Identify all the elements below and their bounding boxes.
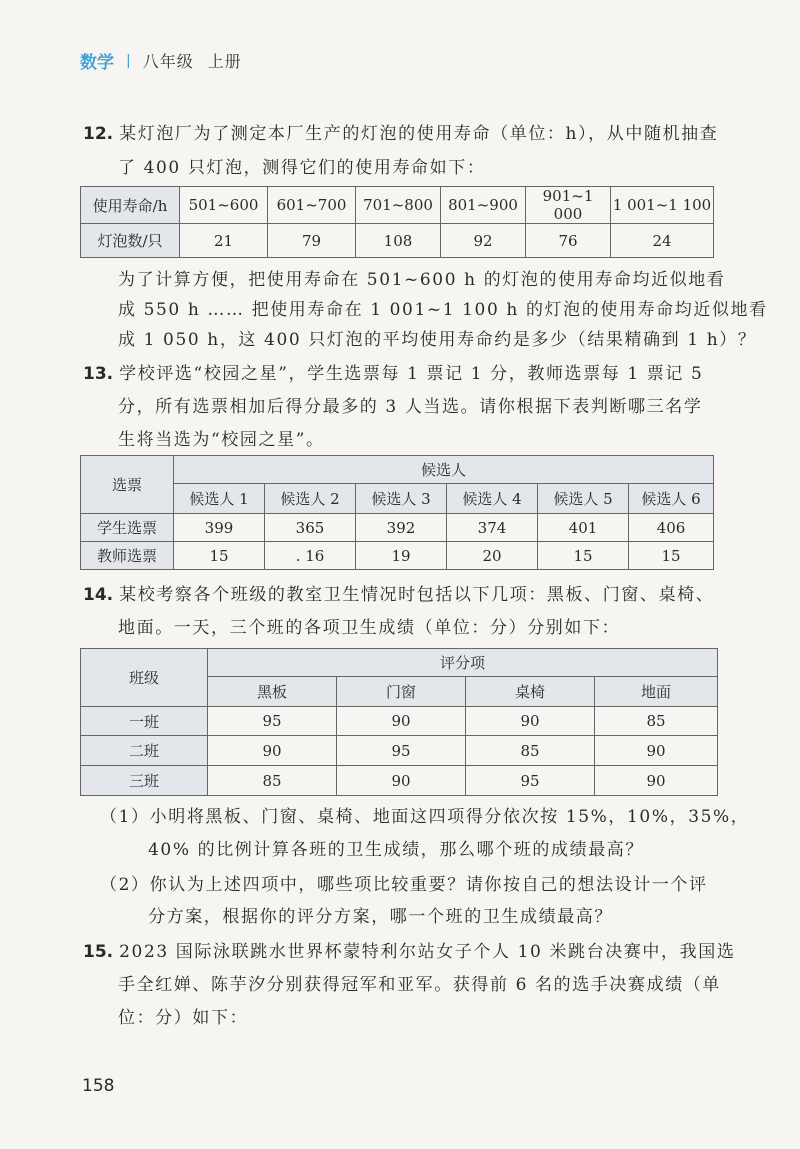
q15-number: 15. (83, 942, 114, 962)
q12-range-cell: 1 001~1 100 (611, 187, 714, 224)
q14-item-header: 黑板 (208, 677, 337, 707)
grade-label: 八年级 (142, 52, 194, 71)
q13-number: 13. (83, 364, 114, 384)
q12-range-cell: 601~700 (268, 187, 356, 224)
q12-line2: 了 400 只灯泡，测得它们的使用寿命如下： (118, 158, 486, 178)
q14-score-cell: 90 (337, 707, 466, 736)
q14-corner: 班级 (81, 649, 208, 707)
q14-score-cell: 85 (208, 766, 337, 796)
q12-text-1: 某灯泡厂为了测定本厂生产的灯泡的使用寿命（单位：h），从中随机抽查 (119, 124, 719, 144)
q14-class-label: 二班 (81, 736, 208, 766)
q13-group-header: 候选人 (174, 456, 714, 484)
q13-candidate-header: 候选人 2 (265, 484, 356, 514)
q13-candidate-header: 候选人 6 (629, 484, 714, 514)
q13-student-label: 学生选票 (81, 514, 174, 542)
q13-teacher-label: 教师选票 (81, 542, 174, 570)
q13-line1 (83, 357, 703, 391)
q14-number: 14. (83, 585, 114, 605)
q14-class-label: 三班 (81, 766, 208, 796)
q13-teacher-votes: 19 (356, 542, 447, 570)
q12-count-cell: 21 (180, 224, 268, 258)
q13-corner: 选票 (81, 456, 174, 514)
q12-after-line3: 成 1 050 h，这 400 只灯泡的平均使用寿命约是多少（结果精确到 1 h）？ (118, 330, 757, 350)
page-number: 158 (82, 1076, 115, 1096)
q12-after-line2: 成 550 h …… 把使用寿命在 1 001~1 100 h 的灯泡的使用寿命均近似地看 (118, 300, 768, 320)
q14-line2: 地面。一天，三个班的各项卫生成绩（单位：分）分别如下： (118, 618, 621, 638)
q14-table (80, 648, 718, 796)
q12-count-cell: 92 (441, 224, 526, 258)
q14-score-cell: 85 (466, 736, 595, 766)
q12-line1 (83, 117, 718, 151)
q13-line3: 生将当选为“校园之星”。 (118, 430, 325, 450)
q13-line2: 分，所有选票相加后得分最多的 3 人当选。请你根据下表判断哪三名学 (118, 397, 703, 417)
q14-sub1-line2: 40% 的比例计算各班的卫生成绩，那么哪个班的成绩最高？ (148, 840, 644, 860)
q12-row1-header: 使用寿命/h (81, 187, 180, 224)
q14-line1 (83, 578, 714, 612)
q13-text-1: 学校评选“校园之星”，学生选票每 1 票记 1 分，教师选票每 1 票记 5 (119, 364, 704, 384)
q14-sub2-line1: （2）你认为上述四项中，哪些项比较重要？请你按自己的想法设计一个评 (100, 875, 708, 895)
q13-candidate-header: 候选人 4 (447, 484, 538, 514)
q13-candidate-header: 候选人 1 (174, 484, 265, 514)
q14-score-cell: 95 (208, 707, 337, 736)
q13-teacher-votes: 20 (447, 542, 538, 570)
q13-teacher-votes: . 16 (265, 542, 356, 570)
q14-score-cell: 90 (208, 736, 337, 766)
q13-teacher-votes: 15 (174, 542, 265, 570)
q12-row2-header: 灯泡数/只 (81, 224, 180, 258)
q13-candidate-header: 候选人 3 (356, 484, 447, 514)
q12-after-line1: 为了计算方便，把使用寿命在 501~600 h 的灯泡的使用寿命均近似地看 (118, 270, 726, 290)
q12-number: 12. (83, 124, 114, 144)
q13-student-votes: 365 (265, 514, 356, 542)
q12-range-cell: 701~800 (356, 187, 441, 224)
q14-score-cell: 85 (595, 707, 718, 736)
q13-teacher-votes: 15 (629, 542, 714, 570)
q15-line1 (83, 935, 735, 969)
q12-table (80, 186, 714, 258)
q12-count-cell: 76 (526, 224, 611, 258)
header-separator: | (126, 52, 131, 69)
q12-count-cell: 24 (611, 224, 714, 258)
q14-sub1-line1: （1）小明将黑板、门窗、桌椅、地面这四项得分依次按 15%，10%，35%， (100, 807, 750, 827)
q13-student-votes: 401 (538, 514, 629, 542)
q15-text-1: 2023 国际泳联跳水世界杯蒙特利尔站女子个人 10 米跳台决赛中，我国选 (119, 942, 736, 962)
q13-teacher-votes: 15 (538, 542, 629, 570)
q12-range-cell: 801~900 (441, 187, 526, 224)
q12-count-cell: 108 (356, 224, 441, 258)
q14-score-cell: 90 (337, 766, 466, 796)
q14-class-label: 一班 (81, 707, 208, 736)
q13-candidate-header: 候选人 5 (538, 484, 629, 514)
q13-student-votes: 374 (447, 514, 538, 542)
q14-score-cell: 90 (595, 736, 718, 766)
q12-range-cell: 501~600 (180, 187, 268, 224)
page-header (80, 48, 242, 73)
q13-student-votes: 392 (356, 514, 447, 542)
q14-text-1: 某校考察各个班级的教室卫生情况时包括以下几项：黑板、门窗、桌椅、 (119, 585, 715, 605)
q14-score-cell: 95 (337, 736, 466, 766)
q14-score-cell: 90 (466, 707, 595, 736)
q14-item-header: 地面 (595, 677, 718, 707)
q14-item-header: 门窗 (337, 677, 466, 707)
q14-score-cell: 90 (595, 766, 718, 796)
q13-table (80, 455, 714, 570)
term-label: 上册 (207, 52, 242, 71)
q12-count-cell: 79 (268, 224, 356, 258)
q14-sub2-line2: 分方案，根据你的评分方案，哪一个班的卫生成绩最高？ (148, 907, 613, 927)
q13-student-votes: 399 (174, 514, 265, 542)
subject-title: 数学 (80, 53, 114, 73)
q14-group-header: 评分项 (208, 649, 718, 677)
q15-line2: 手全红婵、陈芋汐分别获得冠军和亚军。获得前 6 名的选手决赛成绩（单 (118, 975, 722, 995)
q15-line3: 位：分）如下： (118, 1008, 249, 1028)
q12-range-cell: 901~1 000 (526, 187, 611, 224)
q14-score-cell: 95 (466, 766, 595, 796)
q13-student-votes: 406 (629, 514, 714, 542)
q14-item-header: 桌椅 (466, 677, 595, 707)
